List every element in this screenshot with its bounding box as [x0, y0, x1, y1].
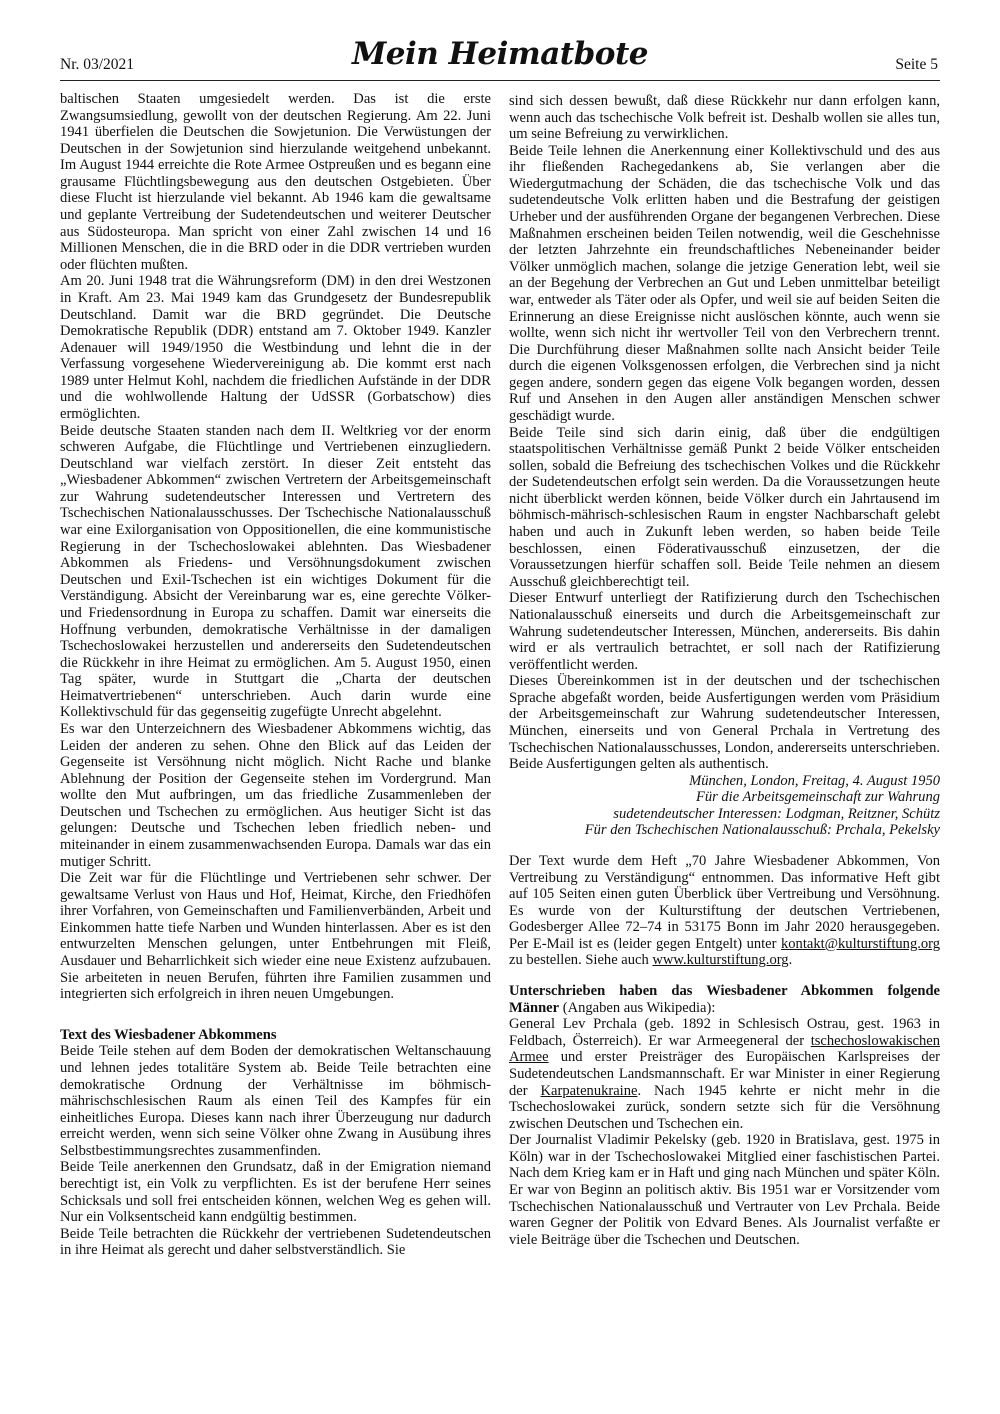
paragraph: Es war den Unterzeichnern des Wiesbadener Abkommens wichtig, das Leiden der anderen zu sehen. Ohne den Blick auf das Leiden der Gegenseite ist Versöhnung nicht möglich. Nicht Rache und blanke Ablehnung der Position der Gegenseite stehen im Vordergrund. Man wollte den Mut aufbringen, um das friedliche Zusammenleben der Deutschen und Tschechen zu ermöglichen. Aus heutiger Sicht ist das gelungen: Deutsche und Tschechen leben friedlich neben- und miteinander in einem zusammenwachsenden Europa. Damals war das ein mutiger Schritt.: [60, 720, 491, 870]
paragraph: Beide deutsche Staaten standen nach dem II. Weltkrieg vor der enorm schweren Aufgabe, die Flüchtlinge und Vertriebenen einzugliedern. Deutschland war vielfach zerstört. In dieser Zeit entsteht das „Wiesbadener Abkommen“ zwischen Vertretern der Arbeitsgemeinschaft zur Wahrung sudetendeutscher Interessen und Vertretern des Tschechischen Nationalausschusses. Der Tschechische Nationalausschuß war eine Exilorganisation von Oppositionellen, die eine kommunistische Regierung in der Tschechoslowakei ablehnten. Das Wiesbadener Abkommen als Friedens- und Versöhnungsdokument zwischen Deutschen und Exil-Tschechen ist ein wichtiges Dokument für die Verständigung. Absicht der Vereinbarung war es, eine gerechte Völker- und Friedensordnung in Europa zu schaffen. Damit war einerseits die Hoffnung verbunden, demokratische Verhältnisse in der damaligen Tschechoslowakei herzustellen und andererseits den Sudetendeutschen die Rückkehr in ihre Heimat zu ermöglichen. Am 5. August 1950, einen Tag später, wurde in Stuttgart die „Charta der deutschen Heimatvertriebenen“ unterschrieben. Auch darin wurde eine Kollektivschuld für das gegenseitig zugefügte Unrecht abgelehnt.: [60, 422, 491, 721]
email-link[interactable]: kontakt@kulturstiftung.org: [781, 935, 940, 952]
page-number: Seite 5: [895, 56, 938, 73]
signature-block: [509, 773, 940, 839]
paragraph: Beide Teile lehnen die Anerkennung einer Kollektivschuld und des aus ihr fließenden Rachegedankens ab, Sie verlangen aber die Wiedergutmachung der Schäden, die das tschechische Volk und das sudetendeutsche Volk erlitten haben und die Bestrafung der geistigen Urheber und der ausführenden Organe der begangenen Verbrechen. Diese Maßnahmen erscheinen beiden Teilen notwendig, weil die Geschehnisse der letzten Jahrzehnte ein freundschaftliches Nebeneinander beider Völker unmöglich machen, solange die jetzige Generation lebt, weil sie an der Begehung der Verbrechen an Gut und Leben unmittelbar beteiligt war, entweder als Täter oder als Opfer, und weil sie auf beiden Seiten die Erinnerung an diese Ereignisse nicht auslöschen könnte, auch wenn sie wollte, wenn sich nicht ihr wertvoller Teil von den Verbrechern trennt. Die Durchführung dieser Maßnahmen sollte nach Ansicht beider Teile durch die eigenen Volksgenossen erfolgen, die Verbrechen sind ja nicht gegen andere, sondern gegen das eigene Volk begangen worden, dessen Ruf und Ansehen in den Augen aller anständigen Menschen schwer geschädigt wurde.: [509, 142, 940, 424]
right-column: [509, 93, 940, 1248]
paragraph: General Lev Prchala (geb. 1892 in Schlesisch Ostrau, gest. 1963 in Feldbach, Österreich). Er war Armeegeneral der tschechoslowakischen Armee und erster Preisträger des Europäischen Karlspreises der Sudetendeutschen Landsmannschaft. Er war Minister in einer Regierung der Karpatenukraine. Nach 1945 kehrte er nicht mehr in die Tschechoslowakei zurück, sondern setzte sich für die Versöhnung zwischen Deutschen und Tschechen ein.: [509, 1016, 940, 1132]
paragraph: sind sich dessen bewußt, daß diese Rückkehr nur dann erfolgen kann, wenn auch das tschechische Volk befreit ist. Deshalb wollen sie alles tun, um seine Befreiung zu verwirklichen.: [509, 93, 940, 143]
source-note: Der Text wurde dem Heft „70 Jahre Wiesbadener Abkommen, Von Vertreibung zu Verständigung“ entnommen. Das informative Heft gibt auf 105 Seiten einen guten Überblick über Vertreibung und Versöhnung. Es wurde von der Kulturstiftung der deutschen Vertriebenen, Godesberger Allee 72–74 in 53175 Bonn im Jahr 2020 herausgegeben. Per E-Mail ist es (leider gegen Entgelt) unter kontakt@kulturstiftung.org zu bestellen. Siehe auch www.kulturstiftung.org.: [509, 853, 940, 969]
region-link[interactable]: Karpatenukraine: [540, 1082, 638, 1099]
website-link[interactable]: www.kulturstiftung.org: [652, 952, 789, 969]
spacer: [60, 1003, 491, 1027]
signature-line: Für die Arbeitsgemeinschaft zur Wahrung: [695, 789, 940, 806]
paragraph: Die Zeit war für die Flüchtlinge und Vertriebenen sehr schwer. Der gewaltsame Verlust von Haus und Hof, Heimat, Kirche, den Friedhöfen ihrer Vorfahren, von Gemeinschaften und Familienverbänden, Arbeit und Einkommen hatte tiefe Narben und Wunden hinterlassen. Aber es ist den entwurzelten Menschen gelungen, unter Entbehrungen mit Fleiß, Ausdauer und Beharrlichkeit sich wieder eine neue Existenz aufzubauen. Sie arbeiteten in neuen Berufen, führten ihre Familien zusammen und integrierten sich erfolgreich in ihren neuen Umgebungen.: [60, 870, 491, 1003]
paragraph: Beide Teile stehen auf dem Boden der demokratischen Weltanschauung und lehnen jedes totalitäre System ab. Beide Teile betrachten eine demokratische Ordnung der Verhältnisse im böhmisch-mährischschlesischen Raum als einen Teil des Kampfes für ein einheitliches Europa. Dieses kann nach ihrer Überzeugung nur dadurch erreicht werden, wenn sich seine Völker ohne Zwang in Ausübung ihres Selbstbestimmungsrechtes zusammenfinden.: [60, 1043, 491, 1159]
paragraph: Der Journalist Vladimir Pekelsky (geb. 1920 in Bratislava, gest. 1975 in Köln) war in der Tschechoslowakei Mitglied einer faschistischen Partei. Nach dem Krieg kam er in Haft und ging nach München und später Köln. Er war von Beginn an politisch aktiv. Bis 1951 war er Vorsitzender vom Tschechischen Nationalausschuß und Vertrauter von Lev Prchala. Beide waren Gegner der Politik von Edvard Benes. Als Journalist verfaßte er viele Beiträge über die Tschechen und Deutschen.: [509, 1132, 940, 1248]
paragraph: Dieser Entwurf unterliegt der Ratifizierung durch den Tschechischen Nationalausschuß einerseits und durch die Arbeitsgemeinschaft zur Wahrung sudetendeutscher Interessen, München, andererseits. Bis dahin wird er als vertraulich betrachtet, er soll nach der Ratifizierung veröffentlicht werden.: [509, 590, 940, 673]
signature-line: München, London, Freitag, 4. August 1950: [689, 772, 940, 789]
army-link[interactable]: tschechoslowakischen Armee: [509, 1032, 940, 1066]
paragraph: Am 20. Juni 1948 trat die Währungsreform (DM) in den drei Westzonen in Kraft. Am 23. Mai 1949 kam das Grundgesetz der Bundesrepublik Deutschland. Damit war die BRD gegründet. Die Deutsche Demokratische Republik (DDR) entstand am 7. Oktober 1949. Kanzler Adenauer will 1949/1950 die Westbindung und lehnt die in der Verfassung vorgesehene Wiedervereinigung ab. Die kommt erst nach 1989 unter Helmut Kohl, nachdem die friedlichen Aufstände in der DDR und die wohlwollende Haltung der UdSSR (Gorbatschow) dies ermöglichten.: [60, 273, 491, 422]
page-header: [60, 36, 940, 84]
signatories-heading: Unterschrieben haben das Wiesbadener Abkommen folgende Männer (Angaben aus Wikipedia):: [509, 983, 940, 1016]
paragraph: baltischen Staaten umgesiedelt werden. Das ist die erste Zwangsumsiedlung, gewollt von der deutschen Regierung. Am 22. Juni 1941 überfielen die Deutschen die Sowjetunion. Die Verwüstungen der Deutschen in der Sowjetunion sind hierzulande weitgehend unbekannt. Im August 1944 erreichte die Rote Armee Ostpreußen und es begann eine grausame Flüchtlingsbewegung aus den deutschen Ostgebieten. Über diese Flucht ist hierzulande viel bekannt. Ab 1946 kam die gewaltsame und geplante Vertreibung der Sudetendeutschen und weiterer Deutscher aus Südosteuropa. Man spricht von einer Zahl zwischen 14 und 16 Millionen Menschen, die in die BRD oder in die DDR vertrieben wurden oder flüchten mußten.: [60, 91, 491, 273]
spacer: [509, 969, 940, 983]
paragraph: Beide Teile sind sich darin einig, daß über die endgültigen staatspolitischen Verhältnisse gemäß Punkt 2 beide Völker entscheiden sollen, sobald die Befreiung des tschechischen Volkes und die Rückkehr der Sudetendeutschen erfolgt sein werden. Da die Voraussetzungen heute nicht überblickt werden können, beide Völker durch ein Jahrtausend im böhmisch-mährisch-schlesischen Raum in engster Nachbarschaft gelebt haben und auch in Zukunft leben werden, so haben beide Teile beschlossen, einen Föderativausschuß einzusetzen, der die Voraussetzungen hierfür schaffen soll. Beide Teile nehmen an diesem Ausschuß gleichberechtigt teil.: [509, 424, 940, 590]
section-heading: Text des Wiesbadener Abkommens: [60, 1026, 277, 1043]
spacer: [509, 839, 940, 853]
paragraph: Beide Teile betrachten die Rückkehr der vertriebenen Sudetendeutschen in ihre Heimat als gerecht und daher selbstverständlich. Sie: [60, 1225, 491, 1259]
header-rule: [60, 80, 940, 81]
signature-line: Für den Tschechischen Nationalausschuß: Prchala, Pekelsky: [584, 822, 940, 839]
issue-number: Nr. 03/2021: [60, 56, 135, 73]
left-column: [60, 91, 491, 1259]
signature-line: sudetendeutscher Interessen: Lodgman, Reitzner, Schütz: [613, 805, 940, 822]
paragraph: Dieses Übereinkommen ist in der deutschen und der tschechischen Sprache abgefaßt worden, beide Ausfertigungen werden vom Präsidium der Arbeitsgemeinschaft zur Wahrung sudetendeutscher Interessen, München, einerseits und von General Prchala in Vertretung des Tschechischen Nationalausschusses, London, andererseits unterschrieben. Beide Ausfertigungen gelten als authentisch.: [509, 673, 940, 773]
paragraph: Beide Teile anerkennen den Grundsatz, daß in der Emigration niemand berechtigt ist, ein Volk zu verpflichten. Es ist der berufene Herr seines Schicksals und soll frei entscheiden können, welchen Weg es gehen will. Nur ein Volksentscheid kann endgültig bestimmen.: [60, 1159, 491, 1226]
masthead-logo: Mein Heimatbote: [351, 36, 649, 72]
